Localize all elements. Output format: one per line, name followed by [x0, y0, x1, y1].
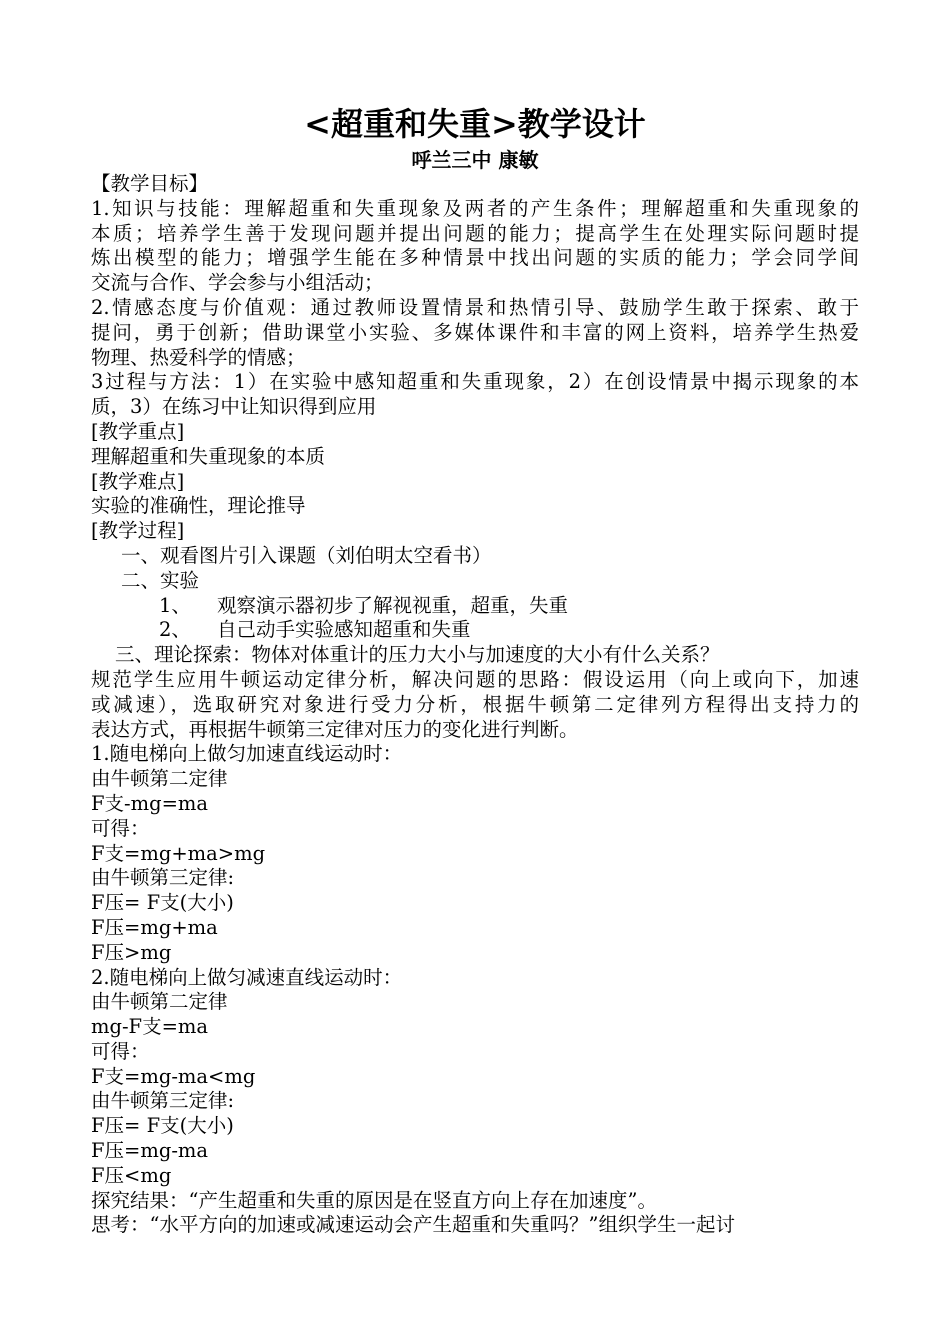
section-heading-key-points: [教学重点] — [91, 419, 185, 443]
process-step: 一、观看图片引入课题（刘伯明太空看书） — [121, 543, 492, 567]
paragraph-line: 可得： — [91, 816, 150, 840]
paragraph-line: 或减速），选取研究对象进行受力分析，根据牛顿第二定律列方程得出支持力的 — [91, 692, 859, 716]
document-body — [91, 172, 859, 1238]
list-item — [91, 618, 859, 643]
formula-line: F支=mg-ma<mg — [91, 1064, 256, 1088]
paragraph-line: 交流与合作、学会参与小组活动； — [91, 271, 384, 295]
paragraph-line: 规范学生应用牛顿运动定律分析，解决问题的思路：假设运用（向上或向下，加速 — [91, 667, 859, 691]
paragraph-line: 表达方式，再根据牛顿第三定律对压力的变化进行判断。 — [91, 717, 579, 741]
formula-line: mg-F支=ma — [91, 1015, 209, 1039]
section-heading-difficulties: [教学难点] — [91, 469, 185, 493]
paragraph-line: 由牛顿第二定律 — [91, 990, 228, 1014]
paragraph-line: 1.随电梯向上做匀加速直线运动时： — [91, 742, 403, 766]
paragraph-line: 提问，勇于创新；借助课堂小实验、多媒体课件和丰富的网上资料，培养学生热爱 — [91, 320, 859, 344]
paragraph-line: 由牛顿第二定律 — [91, 767, 228, 791]
paragraph-line: 可得： — [91, 1039, 150, 1063]
section-heading-objectives: 【教学目标】 — [91, 172, 209, 195]
list-item-number: 2、 — [159, 618, 191, 642]
paragraph-line: 1.知识与技能：理解超重和失重现象及两者的产生条件；理解超重和失重现象的 — [91, 196, 859, 220]
paragraph-line: 实验的准确性，理论推导 — [91, 494, 306, 518]
formula-line: F支-mg=ma — [91, 791, 209, 815]
paragraph-line: 物理、热爱科学的情感； — [91, 345, 306, 369]
paragraph-line: 3过程与方法：1）在实验中感知超重和失重现象，2）在创设情景中揭示现象的本 — [91, 370, 859, 394]
paragraph-line: 2.情感态度与价值观：通过教师设置情景和热情引导、鼓励学生敢于探索、敢于 — [91, 295, 859, 319]
formula-line: F压= F支(大小) — [91, 891, 234, 915]
process-step: 三、理论探索：物体对体重计的压力大小与加速度的大小有什么关系？ — [115, 643, 720, 667]
paragraph-line: 思考：“水平方向的加速或减速运动会产生超重和失重吗？”组织学生一起讨 — [91, 1213, 735, 1237]
paragraph-line: 2.随电梯向上做匀减速直线运动时： — [91, 965, 403, 989]
paragraph-line: 本质；培养学生善于发现问题并提出问题的能力；提高学生在处理实际问题时提 — [91, 221, 859, 245]
paragraph-line: 理解超重和失重现象的本质 — [91, 444, 326, 468]
formula-line: F压= F支(大小) — [91, 1114, 234, 1138]
formula-line: F压>mg — [91, 940, 172, 964]
formula-line: F支=mg+ma>mg — [91, 841, 266, 865]
list-item-number: 1、 — [159, 593, 191, 617]
paragraph-line: 质，3）在练习中让知识得到应用 — [91, 395, 377, 419]
paragraph-line: 探究结果：“产生超重和失重的原因是在竖直方向上存在加速度”。 — [91, 1188, 657, 1212]
formula-line: F压<mg — [91, 1163, 172, 1187]
section-heading-process: [教学过程] — [91, 519, 185, 543]
list-item-text: 自己动手实验感知超重和失重 — [217, 618, 471, 642]
document-title: <超重和失重>教学设计 — [304, 105, 646, 143]
formula-line: F压=mg-ma — [91, 1139, 209, 1163]
list-item — [91, 594, 859, 619]
document-author: 呼兰三中 康敏 — [411, 148, 539, 172]
formula-line: F压=mg+ma — [91, 915, 218, 939]
paragraph-line: 由牛顿第三定律: — [91, 866, 235, 890]
process-step: 二、实验 — [121, 568, 200, 592]
paragraph-line: 炼出模型的能力；增强学生能在多种情景中找出问题的实质的能力；学会同学间 — [91, 246, 859, 270]
list-item-text: 观察演示器初步了解视视重，超重，失重 — [217, 593, 569, 617]
paragraph-line: 由牛顿第三定律: — [91, 1089, 235, 1113]
